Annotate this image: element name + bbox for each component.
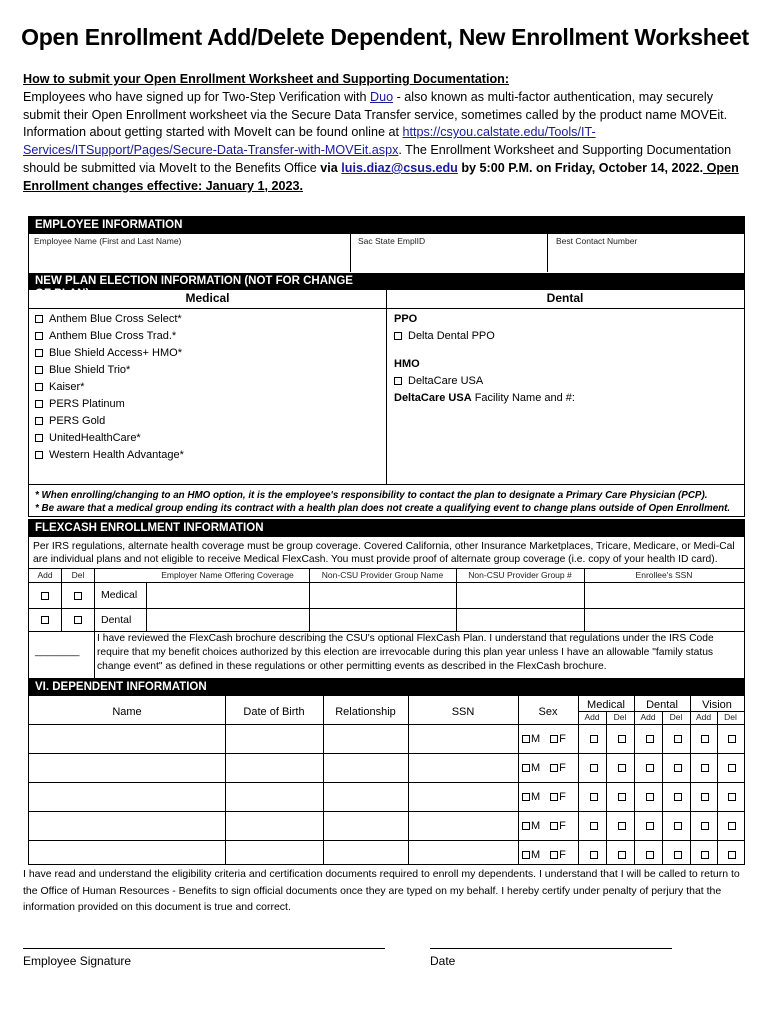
- checkbox-icon[interactable]: [618, 851, 626, 859]
- dental-ppo-option[interactable]: Delta Dental PPO: [394, 328, 575, 345]
- checkbox-icon[interactable]: [590, 793, 598, 801]
- dep-vision-header: Vision: [702, 699, 732, 711]
- checkbox-icon[interactable]: [728, 793, 736, 801]
- medical-option[interactable]: PERS Platinum: [35, 396, 184, 413]
- dependent-row: [29, 783, 744, 812]
- deadline-text: by 5:00 P.M. on Friday, October 14, 2022.: [457, 160, 704, 175]
- flexcash-regulations: Per IRS regulations, alternate health coverage must be group coverage. Covered California, other Insurance Marketplaces, Tricare, Medicare, or Medi-Cal are individual plans and not eligible to receive Medical FlexCash. You must provide proof of alternate group coverage (i.e. copy of your health ID card).: [33, 541, 735, 565]
- sex-m-label: M: [531, 762, 541, 774]
- sex-f-label: F: [559, 791, 566, 803]
- dental-del-label: Del: [669, 712, 683, 722]
- checkbox-icon[interactable]: [522, 735, 530, 743]
- sex-m-label: M: [531, 791, 541, 803]
- medical-option[interactable]: Anthem Blue Cross Trad.*: [35, 328, 184, 345]
- sex-f-label: F: [559, 762, 566, 774]
- moveit-link[interactable]: https://csyou.calstate.edu/Tools/IT-Services/ITSupport/Pages/Secure-Data-Transfer-with-MOVEit.aspx: [23, 125, 596, 158]
- instructions-text-1: Employees who have signed up for Two-Step Verification with: [23, 89, 370, 104]
- checkbox-icon[interactable]: [728, 822, 736, 830]
- checkbox-icon[interactable]: [674, 851, 682, 859]
- dependent-row: [29, 754, 744, 783]
- checkbox-icon[interactable]: [590, 822, 598, 830]
- sex-f-label: F: [559, 733, 566, 745]
- flexcash-table: [28, 519, 745, 679]
- checkbox-icon[interactable]: [701, 735, 709, 743]
- medical-option[interactable]: PERS Gold: [35, 413, 184, 430]
- email-link[interactable]: luis.diaz@csus.edu: [341, 160, 458, 175]
- employer-name-header: Employer Name Offering Coverage: [161, 570, 294, 580]
- checkbox-icon[interactable]: [35, 383, 43, 391]
- dep-relationship-field[interactable]: [323, 725, 408, 754]
- dep-medical-header: Medical: [587, 699, 625, 711]
- ppo-label: PPO: [394, 313, 418, 325]
- checkbox-icon[interactable]: [728, 735, 736, 743]
- dep-relationship-header: Relationship: [335, 706, 396, 718]
- dental-options: [394, 311, 575, 407]
- checkbox-icon[interactable]: [701, 764, 709, 772]
- checkbox-icon[interactable]: [35, 366, 43, 374]
- dep-ssn-field[interactable]: [408, 725, 518, 754]
- flexcash-initials-line[interactable]: ________: [35, 646, 80, 657]
- contact-number-label: Best Contact Number: [556, 236, 638, 246]
- checkbox-icon[interactable]: [522, 822, 530, 830]
- dep-sex-header: Sex: [538, 706, 558, 718]
- employee-name-field[interactable]: [29, 247, 349, 271]
- checkbox-icon[interactable]: [646, 851, 654, 859]
- flexcash-row-medical: [29, 584, 744, 608]
- checkbox-icon[interactable]: [35, 417, 43, 425]
- provider-group-name-header: Non-CSU Provider Group Name: [321, 570, 444, 580]
- employee-plan-table: [28, 216, 745, 517]
- checkbox-icon[interactable]: [550, 793, 558, 801]
- via-text: via: [320, 160, 342, 175]
- checkbox-icon[interactable]: [590, 764, 598, 772]
- plan-notes: [35, 489, 740, 515]
- checkbox-icon[interactable]: [701, 851, 709, 859]
- sex-f-label: F: [559, 849, 566, 861]
- dep-ssn-field[interactable]: [408, 754, 518, 783]
- checkbox-icon[interactable]: [646, 793, 654, 801]
- checkbox-icon[interactable]: [550, 851, 558, 859]
- dependent-row: [29, 812, 744, 841]
- dep-relationship-field[interactable]: [323, 783, 408, 812]
- checkbox-icon[interactable]: [394, 332, 402, 340]
- checkbox-icon[interactable]: [701, 793, 709, 801]
- dep-dob-field[interactable]: [225, 812, 323, 841]
- dependent-table: [28, 678, 745, 865]
- medical-option[interactable]: UnitedHealthCare*: [35, 430, 184, 447]
- medical-add-label: Add: [584, 712, 600, 722]
- checkbox-icon[interactable]: [35, 400, 43, 408]
- medical-title: Medical: [185, 291, 230, 305]
- vision-del-label: Del: [724, 712, 737, 722]
- flexcash-add-header: Add: [37, 570, 53, 580]
- facility-label: DeltaCare USA Facility Name and #:: [394, 392, 575, 404]
- medical-option[interactable]: Anthem Blue Cross Select*: [35, 311, 184, 328]
- dental-add-label: Add: [640, 712, 656, 722]
- checkbox-icon[interactable]: [74, 616, 82, 624]
- checkbox-icon[interactable]: [590, 851, 598, 859]
- enrollee-ssn-header: Enrollee's SSN: [635, 570, 693, 580]
- checkbox-icon[interactable]: [522, 851, 530, 859]
- date-line[interactable]: [430, 948, 672, 949]
- checkbox-icon[interactable]: [646, 735, 654, 743]
- checkbox-icon[interactable]: [550, 735, 558, 743]
- checkbox-icon[interactable]: [618, 764, 626, 772]
- medical-option[interactable]: Kaiser*: [35, 379, 184, 396]
- checkbox-icon[interactable]: [35, 349, 43, 357]
- checkbox-icon[interactable]: [41, 616, 49, 624]
- checkbox-icon[interactable]: [674, 793, 682, 801]
- medical-option[interactable]: Blue Shield Access+ HMO*: [35, 345, 184, 362]
- checkbox-icon[interactable]: [618, 793, 626, 801]
- checkbox-icon[interactable]: [35, 332, 43, 340]
- sex-f-label: F: [559, 820, 566, 832]
- instructions: [23, 71, 748, 196]
- medical-option[interactable]: Western Health Advantage*: [35, 447, 184, 464]
- emplid-field[interactable]: [353, 247, 545, 271]
- plan-election-header: NEW PLAN ELECTION INFORMATION (NOT FOR CHANGE OF PLAN): [29, 273, 376, 290]
- dependent-header: VI. DEPENDENT INFORMATION: [29, 679, 744, 696]
- flexcash-del-header: Del: [71, 570, 85, 580]
- row-label: Dental: [101, 614, 132, 626]
- medical-del-label: Del: [613, 712, 627, 722]
- checkbox-icon[interactable]: [590, 735, 598, 743]
- row-label: Medical: [101, 589, 138, 601]
- effective-date-text: Open Enrollment changes effective: January 1, 2023.: [23, 160, 739, 193]
- instructions-text-3: . The Enrollment Worksheet and Supporting Documentation should be submitted via MoveIt to the Benefits Office: [23, 143, 732, 175]
- pcp-note: * When enrolling/changing to an HMO option, it is the employee's responsibility to contact the plan to designate a Primary Care Physician (PCP).: [35, 490, 708, 501]
- employee-info-header: EMPLOYEE INFORMATION: [29, 217, 744, 234]
- sex-options: [522, 820, 566, 832]
- dep-name-field[interactable]: [29, 812, 225, 841]
- duo-link[interactable]: Duo: [370, 89, 394, 104]
- checkbox-icon[interactable]: [550, 822, 558, 830]
- sex-m-label: M: [531, 820, 541, 832]
- sex-m-label: M: [531, 733, 541, 745]
- medical-option[interactable]: Blue Shield Trio*: [35, 362, 184, 379]
- sex-options: [522, 733, 566, 745]
- checkbox-icon[interactable]: [674, 764, 682, 772]
- dep-ssn-field[interactable]: [408, 783, 518, 812]
- employee-signature-line[interactable]: [23, 948, 385, 949]
- hmo-label: HMO: [394, 358, 420, 370]
- dep-dob-field[interactable]: [225, 754, 323, 783]
- flexcash-acknowledgement: I have reviewed the FlexCash brochure describing the CSU's optional FlexCash Plan. I understand that regulations under the IRS Code require that my benefit choices authorized by this election are irrevocable during this plan year unless I have an allowable "family status change event" as defined in these regulations or other permitting events as described in the FlexCash brochure.: [97, 633, 714, 672]
- checkbox-icon[interactable]: [674, 822, 682, 830]
- dep-dob-header: Date of Birth: [243, 706, 305, 718]
- dep-name-header: Name: [112, 706, 142, 718]
- checkbox-icon[interactable]: [522, 764, 530, 772]
- dep-name-field[interactable]: [29, 754, 225, 783]
- checkbox-icon[interactable]: [394, 377, 402, 385]
- sex-m-label: M: [531, 849, 541, 861]
- dep-ssn-field[interactable]: [408, 812, 518, 841]
- page-title: Open Enrollment Add/Delete Dependent, New Enrollment Worksheet: [21, 24, 749, 50]
- dependent-row: [29, 725, 744, 754]
- certification-statement: I have read and understand the eligibility criteria and certification documents required to enroll my dependents. I understand that I will be called to return to the Office of Human Resources - Benefits to sign official documents once they are typed on my behalf. I hereby certify under penalty of perjury that the information provided on this document is true and correct.: [23, 868, 740, 913]
- emplid-label: Sac State EmplID: [358, 236, 426, 246]
- dep-dob-field[interactable]: [225, 725, 323, 754]
- dep-dob-field[interactable]: [225, 783, 323, 812]
- dep-ssn-header: SSN: [451, 706, 475, 718]
- checkbox-icon[interactable]: [74, 592, 82, 600]
- instructions-heading: How to submit your Open Enrollment Worksheet and Supporting Documentation:: [23, 72, 510, 86]
- checkbox-icon[interactable]: [550, 764, 558, 772]
- medical-options: [35, 311, 184, 464]
- date-label: Date: [430, 954, 456, 968]
- dental-title: Dental: [546, 291, 584, 305]
- sex-options: [522, 762, 566, 774]
- dep-relationship-field[interactable]: [323, 754, 408, 783]
- checkbox-icon[interactable]: [674, 735, 682, 743]
- checkbox-icon[interactable]: [522, 793, 530, 801]
- checkbox-icon[interactable]: [728, 851, 736, 859]
- checkbox-icon[interactable]: [728, 764, 736, 772]
- medical-group-note: * Be aware that a medical group ending its contract with a health plan does not create a qualifying event to change plans outside of Open Enrollment.: [35, 503, 731, 514]
- sex-options: [522, 849, 566, 861]
- dep-dental-header: Dental: [646, 699, 678, 711]
- checkbox-icon[interactable]: [646, 822, 654, 830]
- dep-name-field[interactable]: [29, 783, 225, 812]
- vision-add-label: Add: [695, 712, 712, 722]
- sex-options: [522, 791, 566, 803]
- checkbox-icon[interactable]: [618, 735, 626, 743]
- provider-group-number-header: Non-CSU Provider Group #: [468, 570, 572, 580]
- flexcash-row-dental: [29, 609, 744, 632]
- checkbox-icon[interactable]: [646, 764, 654, 772]
- employee-name-label: Employee Name (First and Last Name): [34, 236, 182, 246]
- checkbox-icon[interactable]: [35, 434, 43, 442]
- flexcash-header: FLEXCASH ENROLLMENT INFORMATION: [29, 520, 744, 537]
- checkbox-icon[interactable]: [35, 315, 43, 323]
- instructions-text-2: - also known as multi-factor authentication, may securely submit their Open Enrollment worksheet via the Secure Data Transfer service, sometimes called by the product name MOVEit. Information about getting started with MoveIt can be found online at: [23, 89, 728, 140]
- dep-relationship-field[interactable]: [323, 812, 408, 841]
- checkbox-icon[interactable]: [701, 822, 709, 830]
- contact-number-field[interactable]: [549, 247, 744, 271]
- employee-signature-label: Employee Signature: [23, 954, 132, 968]
- checkbox-icon[interactable]: [41, 592, 49, 600]
- checkbox-icon[interactable]: [618, 822, 626, 830]
- dep-name-field[interactable]: [29, 725, 225, 754]
- checkbox-icon[interactable]: [35, 451, 43, 459]
- dental-hmo-option[interactable]: DeltaCare USA: [394, 373, 575, 390]
